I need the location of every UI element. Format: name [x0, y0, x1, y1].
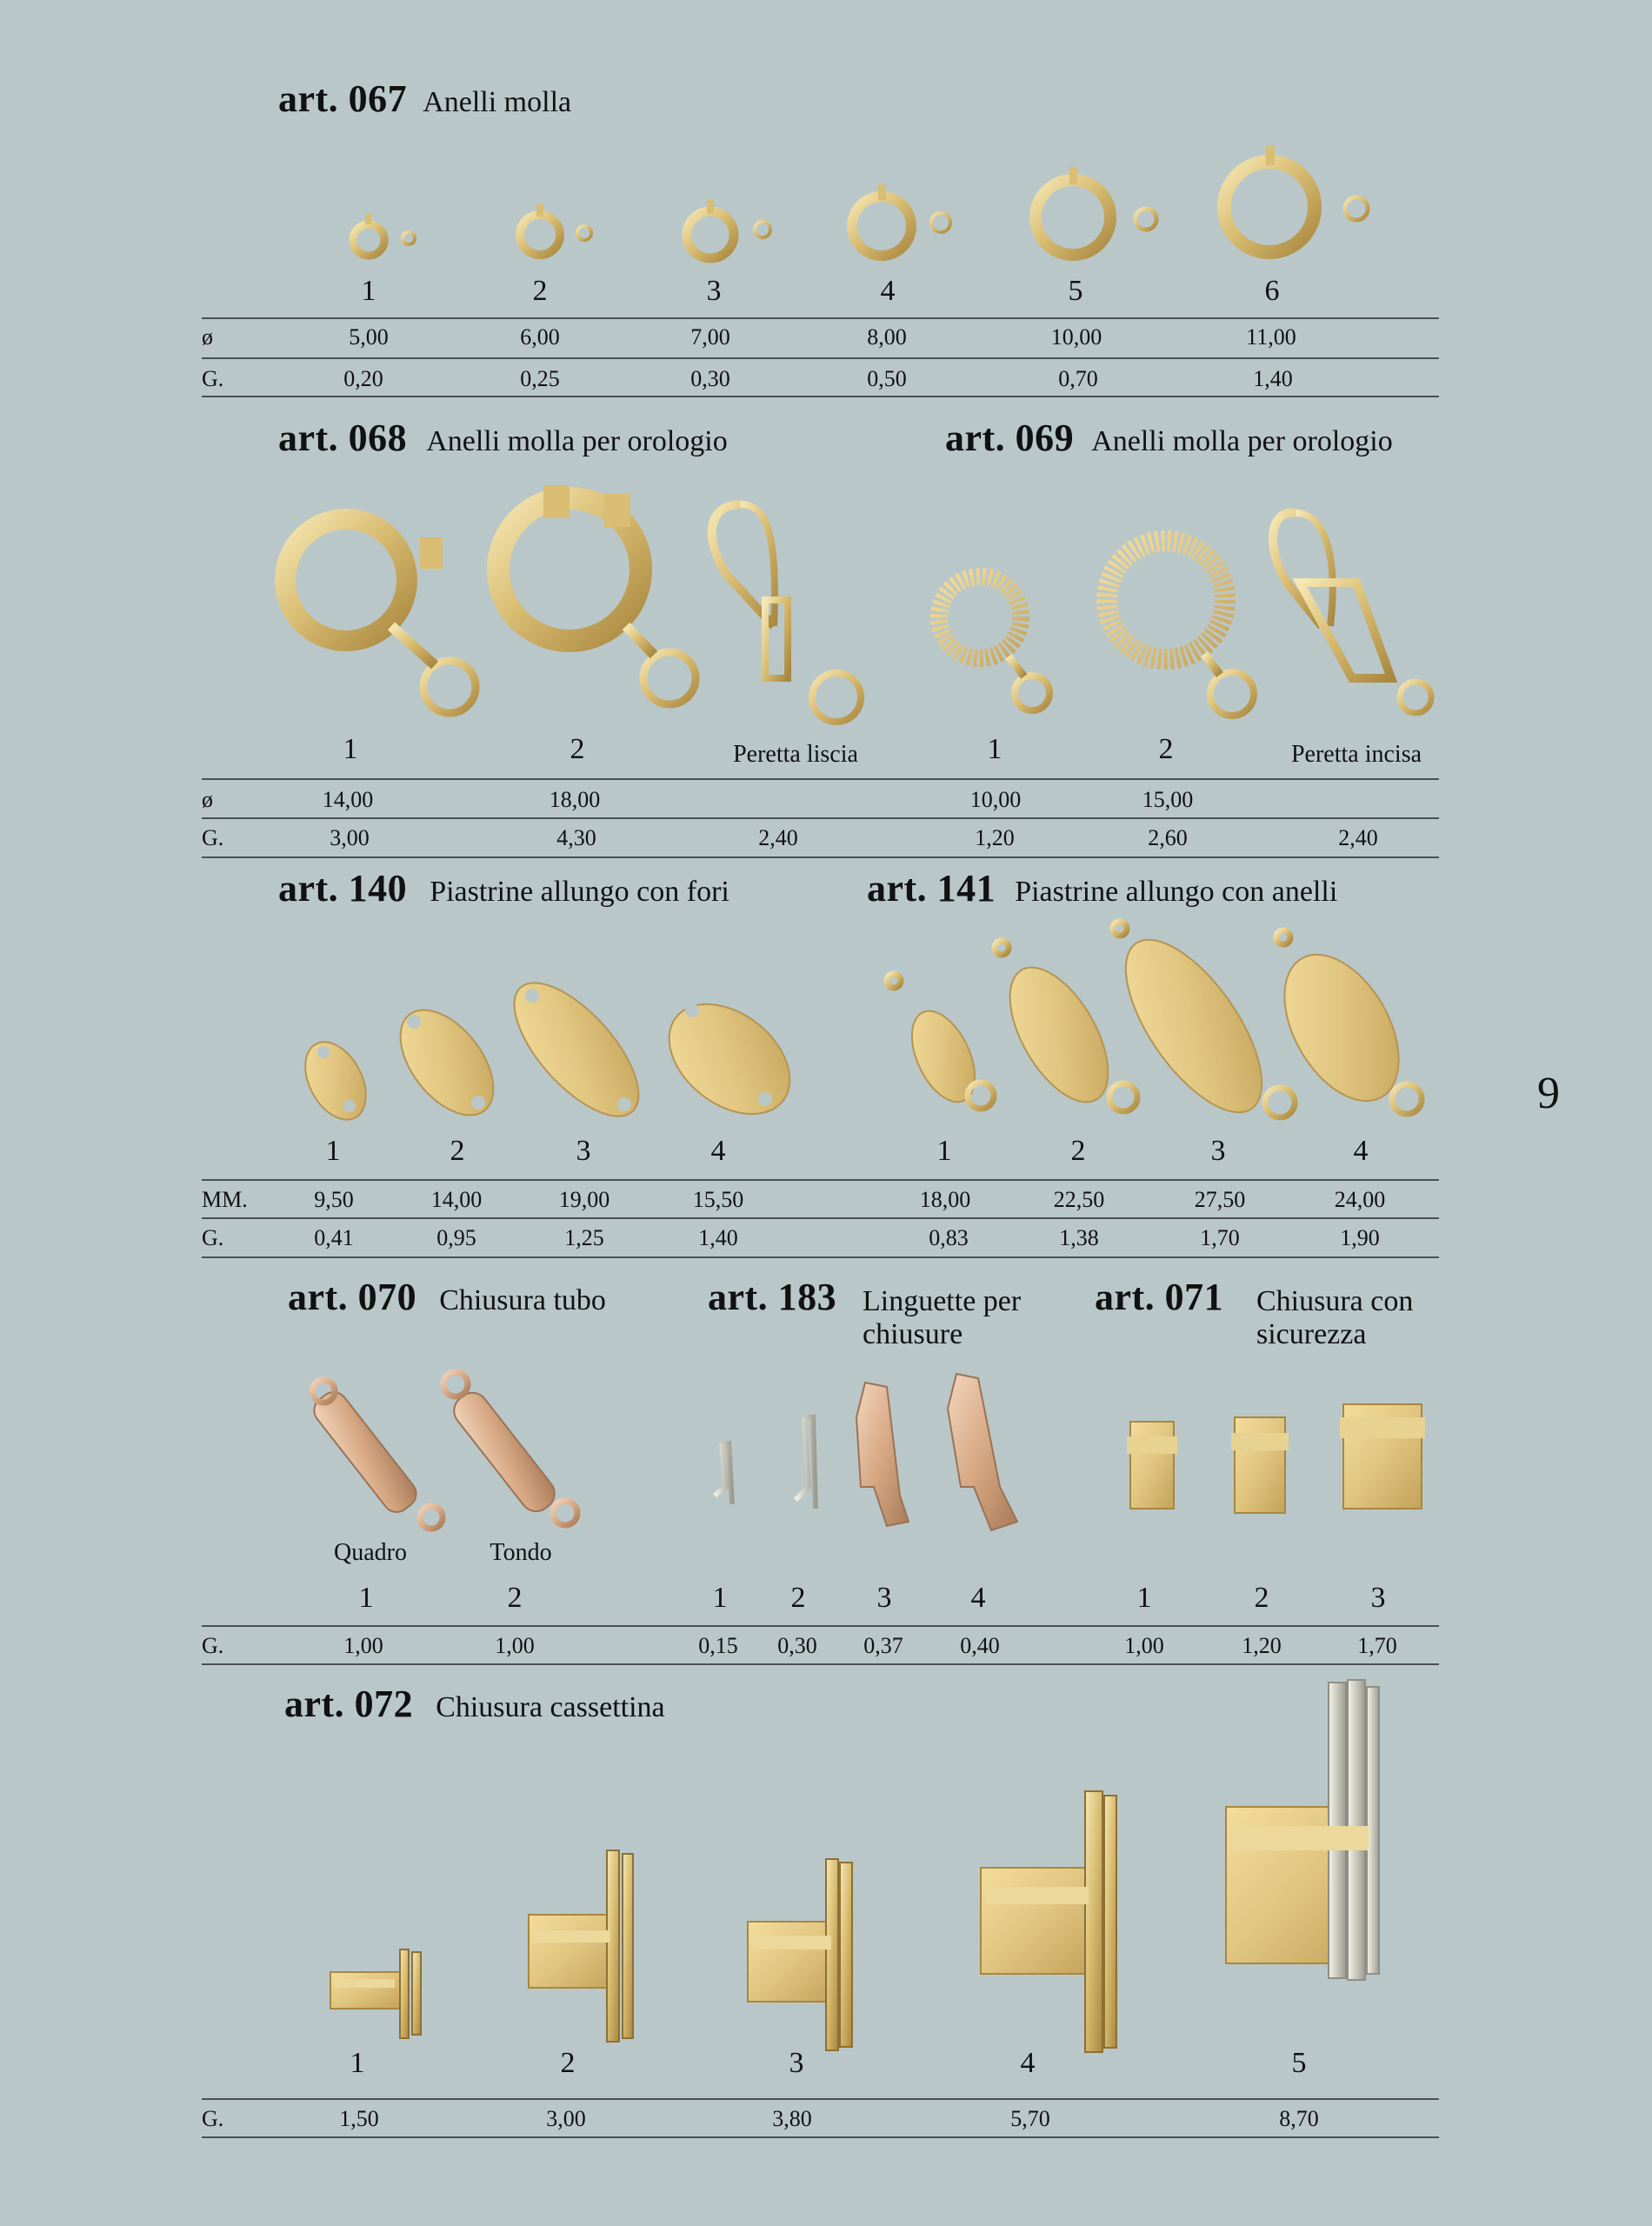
item-068-peretta: Peretta liscia [733, 741, 858, 768]
value: 0,30 [777, 1633, 817, 1658]
divider [202, 1179, 1439, 1181]
value: 0,30 [690, 366, 730, 391]
art-183-name-line2: chiusure [863, 1318, 963, 1350]
value: 1,20 [975, 825, 1015, 850]
item-141-4: 4 [1353, 1135, 1369, 1167]
item-140-1: 1 [325, 1135, 341, 1167]
art-067-code: art. 067 [278, 77, 408, 120]
art-069-code: art. 069 [945, 417, 1075, 459]
divider [202, 357, 1439, 359]
divider [202, 2136, 1439, 2138]
value: 0,25 [520, 366, 560, 391]
spring-ring-5 [1036, 180, 1110, 255]
value: 1,00 [343, 1633, 383, 1658]
row-label-diameter: ø [202, 787, 213, 812]
value: 0,41 [314, 1225, 354, 1250]
item-183-3: 3 [876, 1582, 892, 1614]
item-067-4: 4 [880, 275, 896, 307]
divider [202, 1663, 1439, 1665]
divider [202, 396, 1439, 397]
item-140-2: 2 [450, 1135, 465, 1167]
spring-ring-6 [1224, 162, 1315, 252]
item-072-3: 3 [789, 2047, 804, 2079]
row-label-weight: G. [202, 366, 224, 391]
art-072-code: art. 072 [284, 1683, 414, 1725]
item-067-2: 2 [532, 275, 548, 307]
item-183-4: 4 [970, 1582, 986, 1614]
art-183-name [863, 1285, 1021, 1351]
value: 22,50 [1053, 1187, 1105, 1212]
art-140-name: Piastrine allungo con fori [430, 876, 729, 908]
value: 1,38 [1059, 1225, 1099, 1250]
divider [202, 1256, 1439, 1258]
item-140-3: 3 [576, 1135, 591, 1167]
value: 1,40 [1253, 366, 1293, 391]
value: 5,70 [1010, 2106, 1050, 2131]
value: 27,50 [1194, 1187, 1246, 1212]
divider [202, 2098, 1439, 2100]
item-071-3: 3 [1370, 1582, 1386, 1614]
art-072-name: Chiusura cassettina [436, 1691, 665, 1723]
item-072-5: 5 [1291, 2047, 1307, 2079]
art-141-code: art. 141 [867, 867, 996, 910]
spring-ring-1 [353, 224, 384, 256]
art-141-heading [867, 866, 1337, 910]
art-067-name: Anelli molla [423, 86, 572, 118]
value: 18,00 [549, 787, 601, 812]
row-label-weight: G. [202, 1225, 224, 1250]
art-068-code: art. 068 [278, 417, 408, 459]
plate-images [0, 913, 1652, 1139]
divider [202, 1625, 1439, 1627]
value: 14,00 [322, 787, 374, 812]
value: 0,83 [929, 1225, 969, 1250]
item-068-2: 2 [570, 733, 585, 765]
item-141-2: 2 [1070, 1135, 1086, 1167]
divider [202, 317, 1439, 319]
item-071-1: 1 [1136, 1582, 1152, 1614]
item-141-1: 1 [936, 1135, 952, 1167]
divider [202, 778, 1439, 780]
art-068-heading [278, 416, 728, 460]
value: 10,00 [969, 787, 1022, 812]
value: 1,90 [1340, 1225, 1380, 1250]
row-label-weight: G. [202, 825, 224, 850]
value: 0,70 [1058, 366, 1098, 391]
spring-ring-4 [852, 197, 911, 256]
spring-ring-images-067 [0, 0, 1652, 287]
value: 3,00 [546, 2106, 586, 2131]
item-072-2: 2 [560, 2047, 576, 2079]
art-183-heading [708, 1275, 836, 1319]
item-071-2: 2 [1254, 1582, 1269, 1614]
item-070-1: 1 [358, 1582, 374, 1614]
value: 1,70 [1200, 1225, 1240, 1250]
value: 1,25 [564, 1225, 604, 1250]
item-067-5: 5 [1068, 275, 1083, 307]
spring-ring-2 [520, 215, 560, 255]
art-069-name: Anelli molla per orologio [1091, 425, 1393, 457]
value: 24,00 [1334, 1187, 1386, 1212]
art-071-name-line2: sicurezza [1256, 1318, 1367, 1350]
value: 0,37 [863, 1633, 903, 1658]
row-label-diameter: ø [202, 324, 213, 350]
item-069-peretta: Peretta incisa [1290, 741, 1422, 768]
art-070-heading [288, 1275, 606, 1319]
value: 10,00 [1050, 324, 1102, 350]
value: 0,40 [960, 1633, 1000, 1658]
value: 15,50 [692, 1187, 744, 1212]
divider [202, 1217, 1439, 1219]
item-072-1: 1 [350, 2047, 365, 2079]
value: 0,50 [867, 366, 907, 391]
art-070-name: Chiusura tubo [439, 1284, 606, 1316]
value: 7,00 [690, 324, 730, 350]
box-clasp-images [0, 1670, 1652, 2052]
value: 2,40 [758, 825, 798, 850]
value: 1,50 [339, 2106, 379, 2131]
value: 8,00 [867, 324, 907, 350]
row-label-weight: G. [202, 2106, 224, 2131]
value: 2,60 [1148, 825, 1188, 850]
art-140-code: art. 140 [278, 867, 408, 910]
art-183-name-line1: Linguette per [863, 1285, 1022, 1317]
value: 1,00 [1124, 1633, 1164, 1658]
value: 1,70 [1357, 1633, 1397, 1658]
caption-tondo: Tondo [490, 1539, 552, 1566]
value: 1,40 [698, 1225, 738, 1250]
item-070-2: 2 [507, 1582, 523, 1614]
item-067-3: 3 [706, 275, 722, 307]
item-067-1: 1 [361, 275, 376, 307]
art-071-name-line1: Chiusura con [1256, 1285, 1414, 1317]
value: 0,95 [436, 1225, 476, 1250]
item-069-1: 1 [987, 733, 1003, 765]
item-140-4: 4 [710, 1135, 726, 1167]
clasp-images [0, 1356, 1652, 1539]
value: 19,00 [558, 1187, 610, 1212]
value: 9,50 [314, 1187, 354, 1212]
value: 8,70 [1279, 2106, 1319, 2131]
item-067-6: 6 [1264, 275, 1280, 307]
divider [202, 817, 1439, 819]
art-071-heading [1095, 1275, 1223, 1319]
value: 14,00 [430, 1187, 483, 1212]
item-069-2: 2 [1158, 733, 1174, 765]
art-071-name [1256, 1285, 1413, 1351]
page-number: 9 [1537, 1069, 1560, 1118]
item-141-3: 3 [1210, 1135, 1226, 1167]
spring-ring-3 [687, 211, 734, 258]
value: 0,20 [343, 366, 383, 391]
divider [202, 856, 1439, 858]
caption-quadro: Quadro [334, 1539, 407, 1566]
value: 11,00 [1246, 324, 1296, 350]
item-072-4: 4 [1020, 2047, 1036, 2079]
value: 0,15 [698, 1633, 738, 1658]
art-069-heading [945, 416, 1393, 460]
value: 3,00 [330, 825, 370, 850]
value: 5,00 [349, 324, 389, 350]
watch-ring-images [0, 470, 1652, 748]
art-141-name: Piastrine allungo con anelli [1015, 876, 1338, 908]
item-183-2: 2 [790, 1582, 806, 1614]
row-label-weight: G. [202, 1633, 224, 1658]
art-070-code: art. 070 [288, 1276, 417, 1318]
value: 2,40 [1338, 825, 1378, 850]
value: 6,00 [520, 324, 560, 350]
value: 4,30 [556, 825, 596, 850]
value: 3,80 [772, 2106, 812, 2131]
value: 1,00 [495, 1633, 535, 1658]
value: 15,00 [1142, 787, 1194, 812]
art-183-code: art. 183 [708, 1276, 837, 1318]
row-label-mm: MM. [202, 1187, 248, 1212]
art-071-code: art. 071 [1095, 1276, 1224, 1318]
item-068-1: 1 [343, 733, 358, 765]
value: 1,20 [1242, 1633, 1282, 1658]
art-140-heading [278, 866, 729, 910]
item-183-1: 1 [712, 1582, 728, 1614]
art-068-name: Anelli molla per orologio [426, 425, 728, 457]
value: 18,00 [919, 1187, 971, 1212]
